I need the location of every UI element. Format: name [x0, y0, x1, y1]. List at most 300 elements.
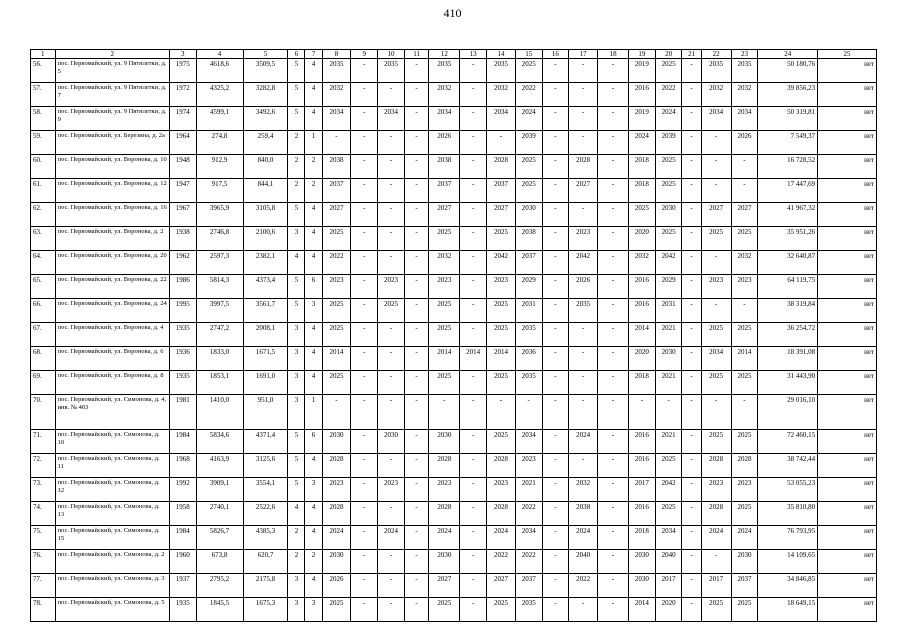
- table-cell: -: [404, 203, 429, 227]
- table-cell: 2016: [629, 83, 656, 107]
- table-cell: 2025: [701, 227, 731, 251]
- table-cell: 2024: [629, 131, 656, 155]
- table-cell: 2025: [515, 179, 542, 203]
- table-cell: 2025: [322, 227, 351, 251]
- table-cell: 2025: [701, 323, 731, 347]
- table-cell: 2024: [569, 430, 598, 454]
- table-cell: -: [542, 478, 569, 502]
- table-cell: 274,8: [196, 131, 243, 155]
- table-cell: -: [322, 131, 351, 155]
- column-header: 14: [487, 50, 516, 59]
- table-row: [31, 107, 877, 131]
- table-cell: 3: [305, 478, 322, 502]
- table-cell: 5: [288, 59, 305, 83]
- table-cell: 4: [305, 454, 322, 478]
- table-cell: -: [429, 395, 460, 430]
- row-number: 58.: [31, 107, 56, 131]
- table-cell: -: [542, 179, 569, 203]
- table-cell: 4618,6: [196, 59, 243, 83]
- status-cell: нет: [818, 502, 877, 526]
- row-number: 64.: [31, 251, 56, 275]
- status-cell: нет: [818, 371, 877, 395]
- table-cell: 1975: [169, 59, 196, 83]
- table-cell: 2025: [429, 598, 460, 622]
- cost-cell: 18 649,15: [758, 598, 818, 622]
- table-cell: -: [404, 275, 429, 299]
- table-cell: 2016: [629, 275, 656, 299]
- table-cell: -: [569, 59, 598, 83]
- table-cell: -: [682, 347, 701, 371]
- table-cell: -: [682, 502, 701, 526]
- table-cell: 2032: [487, 83, 516, 107]
- table-cell: 2030: [322, 550, 351, 574]
- column-header: 5: [243, 50, 288, 59]
- table-cell: -: [598, 347, 629, 371]
- table-cell: 1691,0: [243, 371, 288, 395]
- table-cell: 2025: [322, 299, 351, 323]
- table-cell: -: [351, 454, 378, 478]
- table-cell: -: [404, 83, 429, 107]
- table-cell: 3: [305, 598, 322, 622]
- table-cell: -: [460, 59, 487, 83]
- status-cell: нет: [818, 478, 877, 502]
- table-cell: 2038: [322, 155, 351, 179]
- table-cell: -: [682, 454, 701, 478]
- table-cell: -: [542, 59, 569, 83]
- table-cell: 2039: [655, 131, 682, 155]
- table-cell: 2027: [701, 203, 731, 227]
- status-cell: нет: [818, 227, 877, 251]
- table-cell: -: [378, 371, 405, 395]
- table-cell: 2022: [515, 550, 542, 574]
- table-cell: -: [351, 395, 378, 430]
- row-number: 59.: [31, 131, 56, 155]
- table-cell: -: [731, 179, 758, 203]
- column-header: 22: [701, 50, 731, 59]
- table-cell: 1935: [169, 598, 196, 622]
- table-cell: -: [351, 83, 378, 107]
- table-cell: 2022: [655, 83, 682, 107]
- status-cell: нет: [818, 203, 877, 227]
- status-cell: нет: [818, 251, 877, 275]
- row-number: 67.: [31, 323, 56, 347]
- table-row: [31, 83, 877, 107]
- cost-cell: 64 119,75: [758, 275, 818, 299]
- table-cell: -: [404, 155, 429, 179]
- table-cell: -: [404, 59, 429, 83]
- table-cell: 2023: [731, 478, 758, 502]
- table-cell: 1675,3: [243, 598, 288, 622]
- table-cell: 2: [288, 526, 305, 550]
- cost-cell: 7 549,37: [758, 131, 818, 155]
- table-cell: 2030: [429, 550, 460, 574]
- table-cell: 2034: [701, 347, 731, 371]
- table-cell: 2040: [569, 550, 598, 574]
- status-cell: нет: [818, 275, 877, 299]
- table-row: [31, 454, 877, 478]
- table-cell: -: [598, 155, 629, 179]
- cost-cell: 36 254,72: [758, 323, 818, 347]
- table-cell: 2037: [322, 179, 351, 203]
- table-cell: -: [460, 299, 487, 323]
- column-header: 6: [288, 50, 305, 59]
- table-cell: 2032: [569, 478, 598, 502]
- address-cell: пос. Первомайский, ул. Симонова, д. 4, инв. № 403: [55, 395, 169, 430]
- status-cell: нет: [818, 299, 877, 323]
- column-header: 15: [515, 50, 542, 59]
- column-header: 18: [598, 50, 629, 59]
- table-cell: 2030: [731, 550, 758, 574]
- table-cell: -: [460, 323, 487, 347]
- row-number: 75.: [31, 526, 56, 550]
- status-cell: нет: [818, 550, 877, 574]
- table-cell: 1967: [169, 203, 196, 227]
- table-cell: -: [731, 155, 758, 179]
- table-cell: 2023: [322, 275, 351, 299]
- table-cell: 2024: [569, 526, 598, 550]
- status-cell: нет: [818, 107, 877, 131]
- table-cell: -: [598, 323, 629, 347]
- table-cell: 2034: [378, 107, 405, 131]
- status-cell: нет: [818, 83, 877, 107]
- table-cell: -: [542, 502, 569, 526]
- row-number: 60.: [31, 155, 56, 179]
- table-cell: 2028: [569, 155, 598, 179]
- address-cell: пос. Первомайский, ул. Симонова, д. 2: [55, 550, 169, 574]
- address-cell: пос. Первомайский, ул. Симонова, д. 15: [55, 526, 169, 550]
- table-cell: -: [460, 430, 487, 454]
- table-cell: -: [542, 203, 569, 227]
- table-cell: -: [701, 131, 731, 155]
- table-cell: 2014: [487, 347, 516, 371]
- table-cell: 844,1: [243, 179, 288, 203]
- table-cell: -: [682, 59, 701, 83]
- table-cell: 2100,6: [243, 227, 288, 251]
- table-cell: -: [598, 251, 629, 275]
- table-cell: -: [542, 251, 569, 275]
- table-cell: -: [404, 371, 429, 395]
- row-number: 61.: [31, 179, 56, 203]
- table-cell: 2025: [731, 371, 758, 395]
- table-cell: 2022: [569, 574, 598, 598]
- table-cell: -: [351, 371, 378, 395]
- table-cell: 2021: [515, 478, 542, 502]
- address-cell: пос. Первомайский, ул. Воронова, д. 24: [55, 299, 169, 323]
- table-cell: 4373,4: [243, 275, 288, 299]
- table-cell: 4: [305, 203, 322, 227]
- table-cell: 2035: [487, 59, 516, 83]
- cost-cell: 76 793,95: [758, 526, 818, 550]
- table-cell: 2032: [322, 83, 351, 107]
- address-cell: пос. Первомайский, ул. Симонова, д. 12: [55, 478, 169, 502]
- table-row: [31, 275, 877, 299]
- table-cell: -: [598, 574, 629, 598]
- table-cell: 2030: [429, 430, 460, 454]
- cost-cell: 53 055,23: [758, 478, 818, 502]
- table-cell: 2024: [322, 526, 351, 550]
- table-cell: 2740,1: [196, 502, 243, 526]
- table-cell: 2034: [515, 526, 542, 550]
- table-cell: 1986: [169, 275, 196, 299]
- address-cell: пос. Первомайский, ул. Воронова, д. 22: [55, 275, 169, 299]
- row-number: 71.: [31, 430, 56, 454]
- table-row: [31, 227, 877, 251]
- table-row: [31, 323, 877, 347]
- cost-cell: 31 443,90: [758, 371, 818, 395]
- table-cell: 2025: [655, 502, 682, 526]
- table-cell: 3492,6: [243, 107, 288, 131]
- row-number: 74.: [31, 502, 56, 526]
- table-cell: 5: [288, 478, 305, 502]
- table-cell: -: [598, 275, 629, 299]
- table-cell: 2025: [378, 299, 405, 323]
- table-cell: 2035: [515, 323, 542, 347]
- table-cell: 2030: [655, 203, 682, 227]
- table-cell: -: [542, 371, 569, 395]
- table-cell: -: [682, 478, 701, 502]
- table-cell: 2: [305, 179, 322, 203]
- table-cell: 2029: [515, 275, 542, 299]
- table-cell: 2022: [487, 550, 516, 574]
- table-cell: 3: [288, 323, 305, 347]
- table-cell: 2025: [487, 598, 516, 622]
- table-cell: -: [351, 550, 378, 574]
- table-cell: -: [378, 179, 405, 203]
- table-cell: 2030: [322, 430, 351, 454]
- table-cell: 2: [305, 155, 322, 179]
- table-cell: 2025: [322, 371, 351, 395]
- row-number: 68.: [31, 347, 56, 371]
- table-cell: 2021: [655, 371, 682, 395]
- table-cell: 5: [288, 430, 305, 454]
- table-cell: 2030: [515, 203, 542, 227]
- table-cell: -: [731, 395, 758, 430]
- table-cell: -: [569, 131, 598, 155]
- table-cell: -: [404, 454, 429, 478]
- table-cell: 2014: [429, 347, 460, 371]
- table-cell: -: [404, 502, 429, 526]
- table-cell: -: [460, 155, 487, 179]
- table-cell: -: [351, 227, 378, 251]
- address-cell: пос. Первомайский, ул. Воронова, д. 10: [55, 155, 169, 179]
- table-cell: -: [460, 395, 487, 430]
- table-row: [31, 131, 877, 155]
- table-cell: -: [351, 179, 378, 203]
- table-cell: 2030: [629, 574, 656, 598]
- table-cell: -: [460, 179, 487, 203]
- table-cell: 1671,5: [243, 347, 288, 371]
- row-number: 69.: [31, 371, 56, 395]
- table-cell: -: [351, 107, 378, 131]
- table-cell: 2025: [487, 371, 516, 395]
- table-cell: 2028: [701, 454, 731, 478]
- table-cell: 2027: [487, 574, 516, 598]
- table-cell: 2019: [629, 59, 656, 83]
- table-cell: 4599,1: [196, 107, 243, 131]
- table-cell: 2024: [515, 107, 542, 131]
- table-cell: 4325,2: [196, 83, 243, 107]
- table-cell: 673,8: [196, 550, 243, 574]
- table-cell: 2016: [629, 502, 656, 526]
- table-cell: 2027: [322, 203, 351, 227]
- table-cell: -: [598, 478, 629, 502]
- table-cell: 2382,1: [243, 251, 288, 275]
- table-cell: -: [378, 251, 405, 275]
- table-cell: 912,9: [196, 155, 243, 179]
- table-cell: 2025: [429, 371, 460, 395]
- table-row: [31, 526, 877, 550]
- table-cell: -: [598, 107, 629, 131]
- table-cell: 2030: [629, 550, 656, 574]
- column-header: 1: [31, 50, 56, 59]
- cost-cell: 35 951,26: [758, 227, 818, 251]
- table-cell: 4: [305, 371, 322, 395]
- table-cell: 2023: [429, 478, 460, 502]
- table-cell: 5: [288, 83, 305, 107]
- table-cell: 3561,7: [243, 299, 288, 323]
- table-cell: -: [682, 107, 701, 131]
- table-cell: 2024: [701, 526, 731, 550]
- table-cell: 1958: [169, 502, 196, 526]
- table-cell: -: [404, 598, 429, 622]
- table-cell: 2028: [731, 454, 758, 478]
- cost-cell: 32 640,87: [758, 251, 818, 275]
- row-number: 72.: [31, 454, 56, 478]
- table-cell: -: [682, 574, 701, 598]
- column-header: 17: [569, 50, 598, 59]
- table-cell: 2037: [487, 179, 516, 203]
- table-cell: 1992: [169, 478, 196, 502]
- table-cell: -: [701, 550, 731, 574]
- table-cell: -: [351, 275, 378, 299]
- table-cell: -: [460, 227, 487, 251]
- address-cell: пос. Первомайский, ул. Воронова, д. 12: [55, 179, 169, 203]
- table-cell: 2025: [429, 299, 460, 323]
- table-cell: 2025: [487, 299, 516, 323]
- table-cell: 2037: [731, 574, 758, 598]
- table-cell: 2038: [429, 155, 460, 179]
- table-cell: 5: [288, 299, 305, 323]
- status-cell: нет: [818, 526, 877, 550]
- table-cell: -: [460, 550, 487, 574]
- table-cell: 4: [305, 502, 322, 526]
- table-cell: 2023: [569, 227, 598, 251]
- table-cell: 2022: [322, 251, 351, 275]
- row-number: 76.: [31, 550, 56, 574]
- table-cell: 2023: [701, 275, 731, 299]
- table-cell: 4: [305, 526, 322, 550]
- table-cell: -: [682, 227, 701, 251]
- row-number: 78.: [31, 598, 56, 622]
- table-cell: 1845,5: [196, 598, 243, 622]
- table-cell: 2025: [731, 323, 758, 347]
- table-cell: 2035: [378, 59, 405, 83]
- table-cell: 1947: [169, 179, 196, 203]
- column-header: 24: [758, 50, 818, 59]
- table-cell: -: [515, 395, 542, 430]
- table-cell: -: [598, 395, 629, 430]
- table-cell: 1984: [169, 526, 196, 550]
- table-cell: 2027: [429, 574, 460, 598]
- table-cell: 2026: [731, 131, 758, 155]
- table-cell: 917,5: [196, 179, 243, 203]
- table-cell: 2040: [655, 550, 682, 574]
- table-cell: 2025: [731, 598, 758, 622]
- table-cell: 4: [288, 502, 305, 526]
- table-cell: 2025: [322, 323, 351, 347]
- table-cell: -: [682, 179, 701, 203]
- table-cell: -: [598, 299, 629, 323]
- table-cell: -: [487, 395, 516, 430]
- table-cell: 2024: [378, 526, 405, 550]
- table-cell: 2030: [655, 347, 682, 371]
- table-cell: 1968: [169, 454, 196, 478]
- column-header: 13: [460, 50, 487, 59]
- table-cell: -: [351, 598, 378, 622]
- table-cell: 2597,3: [196, 251, 243, 275]
- table-cell: 2023: [487, 478, 516, 502]
- page-number: 410: [443, 6, 462, 20]
- table-cell: -: [378, 502, 405, 526]
- table-cell: 4371,4: [243, 430, 288, 454]
- table-cell: -: [682, 299, 701, 323]
- table-cell: 1: [305, 131, 322, 155]
- status-cell: нет: [818, 395, 877, 430]
- table-cell: 3965,9: [196, 203, 243, 227]
- table-cell: -: [542, 275, 569, 299]
- table-cell: -: [682, 550, 701, 574]
- table-cell: 1981: [169, 395, 196, 430]
- column-header: 25: [818, 50, 877, 59]
- cost-cell: 39 856,23: [758, 83, 818, 107]
- table-cell: -: [569, 323, 598, 347]
- table-cell: 2023: [515, 454, 542, 478]
- column-header: 7: [305, 50, 322, 59]
- table-cell: -: [351, 347, 378, 371]
- table-cell: -: [542, 131, 569, 155]
- table-cell: 2025: [655, 179, 682, 203]
- table-cell: 4163,9: [196, 454, 243, 478]
- table-cell: 2021: [655, 430, 682, 454]
- table-cell: 2028: [322, 502, 351, 526]
- table-cell: 3: [288, 227, 305, 251]
- table-cell: 2023: [487, 275, 516, 299]
- table-cell: 3105,8: [243, 203, 288, 227]
- table-cell: 2008,1: [243, 323, 288, 347]
- table-cell: 2034: [429, 107, 460, 131]
- table-cell: -: [682, 371, 701, 395]
- table-cell: 1972: [169, 83, 196, 107]
- table-cell: 2747,2: [196, 323, 243, 347]
- address-cell: пос. Первомайский, ул. Воронова, д. 20: [55, 251, 169, 275]
- table-cell: -: [378, 83, 405, 107]
- table-cell: -: [404, 526, 429, 550]
- table-row: [31, 550, 877, 574]
- address-cell: пос. Первомайский, ул. 9 Пятилетки, д. 7: [55, 83, 169, 107]
- table-cell: 1974: [169, 107, 196, 131]
- table-cell: 2: [288, 155, 305, 179]
- table-cell: -: [404, 550, 429, 574]
- table-cell: -: [460, 598, 487, 622]
- table-cell: -: [569, 454, 598, 478]
- table-cell: 5814,3: [196, 275, 243, 299]
- table-cell: -: [460, 275, 487, 299]
- table-cell: -: [598, 59, 629, 83]
- table-cell: -: [598, 179, 629, 203]
- table-row: [31, 59, 877, 83]
- table-cell: 840,0: [243, 155, 288, 179]
- table-cell: 2024: [731, 526, 758, 550]
